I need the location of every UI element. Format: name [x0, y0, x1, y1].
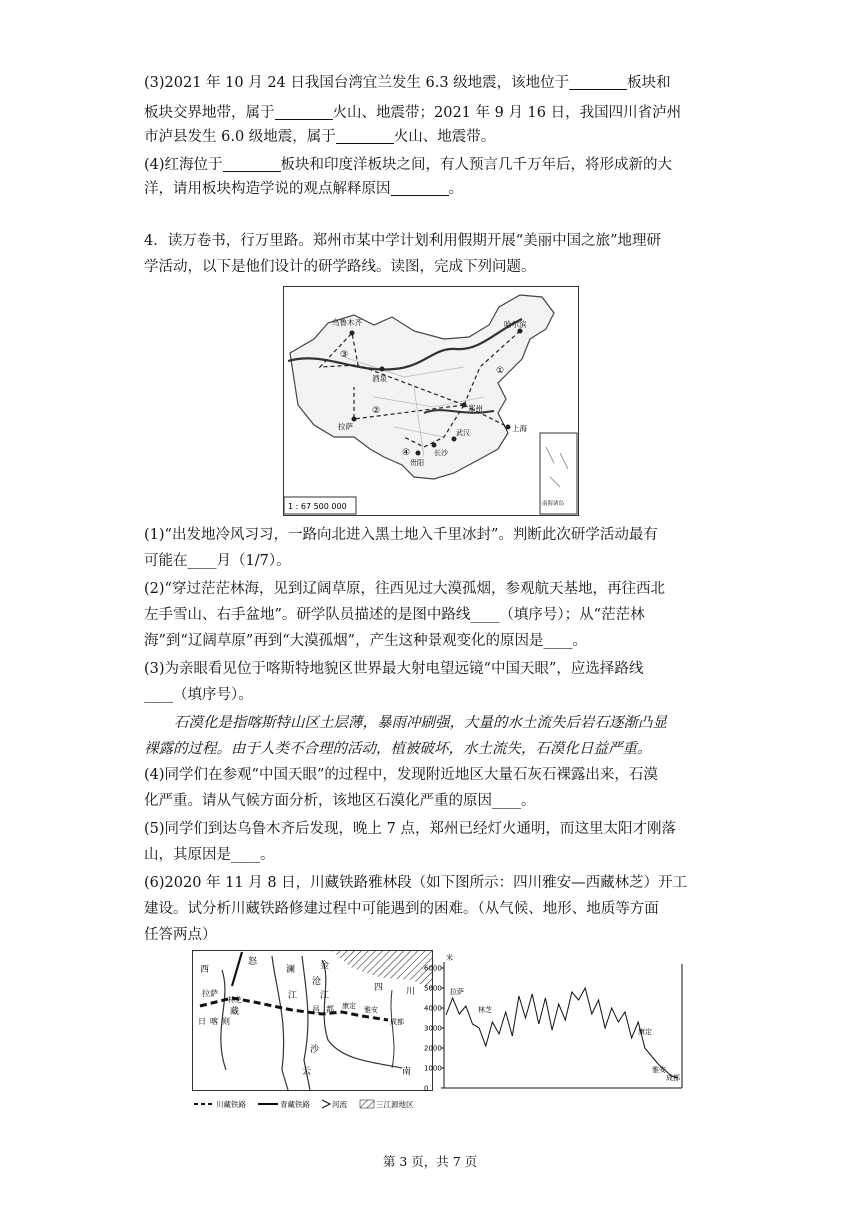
china-map-svg — [284, 287, 578, 515]
y-tick-label: 2000 — [424, 1044, 442, 1053]
q4-s2-line2: 左手雪山、右手盆地”。研学队员描述的是图中路线____（填序号）；从“茫茫林 — [144, 607, 645, 623]
legend-qingzang: 青藏铁路 — [280, 1100, 310, 1109]
q3-part3-line1: (3)2021 年 10 月 24 日我国台湾宜兰发生 6.3 级地震，该地位于 板块和 — [144, 75, 671, 91]
map-label: 日 — [198, 1017, 206, 1026]
q4-s1-line1: (1)“出发地冷风习习，一路向北进入黑土地入千里冰封”。判断此次研学活动最有 — [144, 527, 658, 543]
q4-s5-line2: 山，其原因是____。 — [144, 847, 275, 863]
city-label: 贵阳 — [410, 459, 424, 467]
city-dot — [518, 329, 523, 334]
city-label: 武汉 — [456, 429, 470, 437]
profile-unit: 米 — [446, 954, 453, 962]
q3-part4-line1: (4)红海位于 板块和印度洋板块之间，有人预言几千万年后，将形成新的大 — [144, 157, 673, 173]
route-number: ② — [372, 406, 381, 416]
profile-label: 拉萨 — [450, 988, 464, 996]
map-label: 金 — [320, 961, 330, 971]
map-label: 拉萨 — [202, 989, 218, 998]
page-footer: 第 3 页，共 7 页 — [382, 1154, 478, 1169]
map-label: 康定 — [342, 1002, 356, 1010]
map-label: 则 — [222, 1017, 230, 1026]
city-label: 上海 — [512, 424, 527, 433]
city-dot — [380, 367, 385, 372]
map-label: 昌 — [312, 1005, 320, 1014]
city-dot — [352, 417, 357, 422]
answer-blank[interactable] — [223, 157, 281, 172]
route-number: ④ — [402, 448, 411, 458]
y-tick-label: 0 — [424, 1084, 429, 1093]
q4-s6-line1: (6)2020 年 11 月 8 日，川藏铁路雅林段（如下图所示：四川雅安—西藏林芝）开工 — [144, 875, 688, 891]
route-number: ① — [496, 366, 505, 376]
city-dot — [462, 403, 467, 408]
y-tick-label: 3000 — [424, 1024, 442, 1033]
q4-s3-line2: ____（填序号）。 — [144, 687, 253, 703]
map-label: 都 — [326, 1005, 334, 1014]
legend-chuanzang: 川藏铁路 — [216, 1100, 246, 1109]
q4-s6-line3: 任答两点） — [144, 927, 217, 943]
map-label: 川 — [406, 987, 416, 997]
q4-s4-line1: (4)同学们在参观“中国天眼”的过程中，发现附近地区大量石灰石裸露出来，石漠 — [144, 767, 658, 783]
city-dot — [416, 451, 421, 456]
railway-figure — [192, 950, 686, 1110]
q4-s2-line1: (2)“穿过茫茫林海，见到辽阔草原，往西见过大漠孤烟，参观航天基地，再往西北 — [144, 581, 665, 597]
railway-figure-svg — [192, 950, 686, 1110]
map-label: 雅安 — [364, 1006, 378, 1014]
material-line2: 裸露的过程。由于人类不合理的活动，植被破坏，水土流失，石漠化日益严重。 — [144, 741, 652, 757]
city-dot — [350, 331, 355, 336]
china-route-map — [283, 286, 579, 516]
answer-blank[interactable] — [569, 75, 627, 90]
map-label: 江 — [320, 991, 330, 1001]
q4-s3-line1: (3)为亲眼看见位于喀斯特地貌区世界最大射电望远镜“中国天眼”，应选择路线 — [144, 661, 644, 677]
map-label: 怒 — [248, 957, 258, 967]
map-label: 沧 — [312, 977, 322, 987]
map-label: 南 — [402, 1067, 412, 1077]
city-label: 郑州 — [468, 404, 483, 413]
map-label: 西 — [200, 965, 210, 975]
map-scale: 1 : 67 500 000 — [288, 502, 347, 511]
city-label: 酒泉 — [372, 374, 387, 383]
y-tick-label: 4000 — [424, 1004, 442, 1013]
q4-s4-line2: 化严重。请从气候方面分析，该地区石漠化严重的原因____。 — [144, 793, 536, 809]
y-tick-label: 5000 — [424, 984, 442, 993]
q4-intro-line1: 4．读万卷书，行万里路。郑州市某中学计划利用假期开展“美丽中国之旅”地理研 — [144, 233, 662, 249]
profile-label: 成都 — [666, 1074, 680, 1082]
map-label: 云 — [302, 1067, 312, 1077]
map-label: 藏 — [230, 1007, 240, 1017]
answer-blank[interactable] — [336, 129, 394, 144]
map-label: 喀 — [210, 1017, 218, 1026]
profile-label: 雅安 — [652, 1066, 666, 1074]
city-dot — [506, 425, 511, 430]
q4-s6-line2: 建设。试分析川藏铁路修建过程中可能遇到的困难。（从气候、地形、地质等方面 — [144, 901, 659, 917]
map-label: 澜 — [286, 965, 296, 975]
answer-blank[interactable] — [275, 105, 333, 120]
profile-label: 林芝 — [478, 1006, 492, 1014]
map-label: 沙 — [310, 1045, 320, 1055]
legend-river: 河流 — [332, 1100, 347, 1109]
q4-intro-line2: 学活动，以下是他们设计的研学路线。读图，完成下列问题。 — [144, 259, 536, 275]
y-tick-label: 6000 — [424, 964, 442, 973]
q3-part3-line3: 市泸县发生 6.0 级地震，属于 火山、地震带。 — [144, 129, 496, 145]
q4-s2-line3: 海”到“辽阔草原”再到“大漠孤烟”，产生这种景观变化的原因是____。 — [144, 633, 588, 649]
map-label: 四 — [374, 983, 384, 993]
profile-label: 康定 — [638, 1028, 652, 1036]
inset-label: 南海诸岛 — [542, 501, 565, 507]
city-dot — [432, 443, 437, 448]
q4-s5-line1: (5)同学们到达乌鲁木齐后发现，晚上 7 点，郑州已经灯火通明，而这里太阳才刚落 — [144, 821, 676, 837]
q3-part4-line2: 洋，请用板块构造学说的观点解释原因 。 — [144, 181, 463, 197]
city-label: 拉萨 — [338, 422, 353, 431]
legend-river-swatch — [322, 1100, 330, 1108]
legend-sanjiang-swatch — [360, 1100, 374, 1108]
route-number: ③ — [340, 350, 349, 360]
elevation-profile — [424, 953, 682, 1093]
map-label: 江 — [288, 991, 298, 1001]
city-label: 哈尔滨 — [504, 320, 527, 329]
legend-sanjiang: 三江源地区 — [376, 1100, 414, 1109]
map-label: 林芝 — [228, 996, 242, 1004]
map-label: 成都 — [390, 1018, 404, 1026]
answer-blank[interactable] — [391, 181, 449, 196]
q4-s1-line2: 可能在____月（1/7）。 — [144, 553, 291, 569]
city-label: 长沙 — [434, 449, 448, 457]
y-tick-label: 1000 — [424, 1064, 442, 1073]
q3-part3-line2: 板块交界地带，属于 火山、地震带；2021 年 9 月 16 日，我国四川省泸州 — [144, 105, 682, 121]
city-label: 乌鲁木齐 — [332, 318, 362, 327]
city-dot — [452, 437, 457, 442]
material-line1: 石漠化是指喀斯特山区土层薄，暴雨冲刷强，大量的水土流失后岩石逐渐凸显 — [174, 715, 667, 731]
